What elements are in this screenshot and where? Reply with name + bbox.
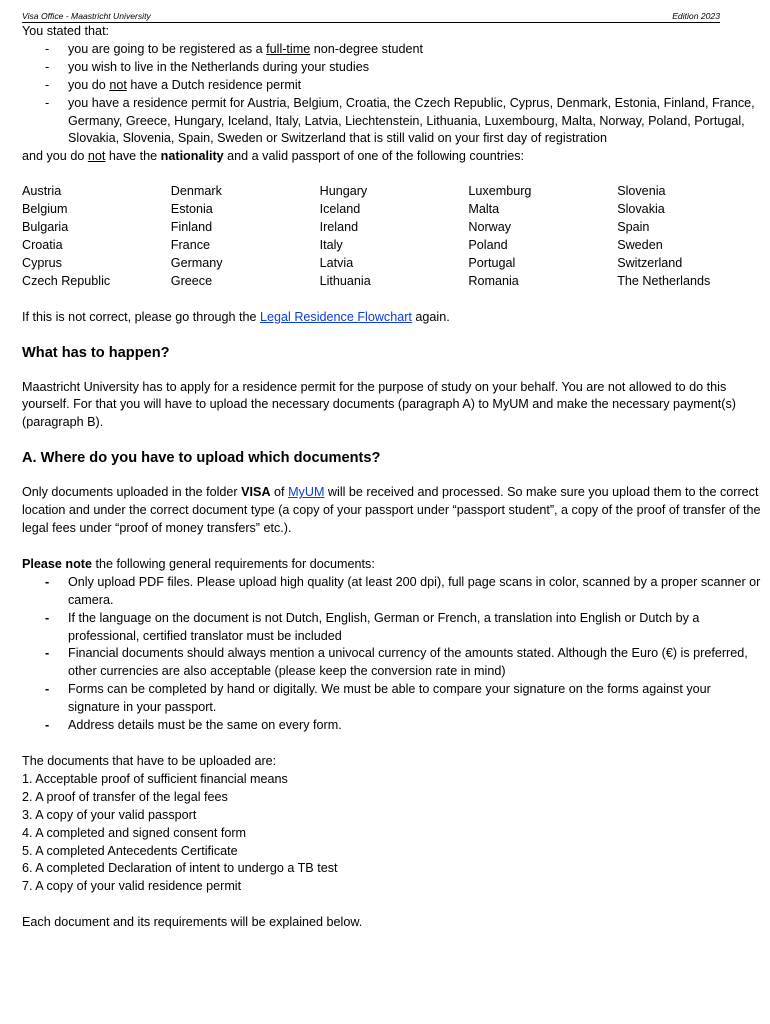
country-name: Slovakia (617, 202, 665, 217)
documents-list (22, 771, 766, 896)
dash-bullet: - (45, 41, 50, 56)
document-item: 4. A completed and signed consent form (22, 825, 247, 840)
country-column (468, 183, 617, 290)
requirement-item: - Forms can be completed by hand or digitally. We must be able to compare your signature on the forms against your signature in your passport. (45, 682, 711, 715)
country-name: Croatia (22, 237, 63, 252)
country-name: Belgium (22, 202, 68, 217)
requirement-item: - Address details must be the same on every form. (22, 717, 766, 735)
country-name: Iceland (319, 202, 361, 217)
document-item: 5. A completed Antecedents Certificate (22, 843, 238, 858)
closing-note: Each document and its requirements will be explained below. (22, 915, 363, 930)
requirements-list (22, 574, 766, 735)
nationality-statement: and you do not have the nationality and a valid passport of one of the following countries: (22, 149, 524, 164)
dash-bullet: - (45, 682, 50, 697)
document-item: 1. Acceptable proof of sufficient financial means (22, 771, 288, 786)
country-name: Germany (170, 255, 223, 270)
country-name: Czech Republic (22, 273, 111, 288)
country-name: Bulgaria (22, 220, 69, 235)
country-name: Spain (617, 220, 650, 235)
header-left: Visa Office - Maastricht University (22, 11, 151, 21)
dash-bullet: - (45, 646, 50, 661)
country-name: Finland (170, 220, 213, 235)
requirements-lead: Please note the following general requirements for documents: (22, 556, 375, 571)
country-name: Malta (468, 202, 500, 217)
section-heading-upload-documents: A. Where do you have to upload which documents? (22, 450, 381, 467)
country-name: France (170, 237, 210, 252)
dash-bullet: - (45, 718, 50, 733)
country-column (171, 183, 320, 290)
intro-lead: You stated that: (22, 24, 110, 38)
country-name: Ireland (319, 220, 359, 235)
dash-bullet: - (45, 77, 50, 92)
myum-link[interactable]: MyUM (288, 485, 325, 500)
section-what-happens-text: Maastricht University has to apply for a residence permit for the purpose of study on your behalf. You are not allowed to do this yourself. For that you will have to upload the necessary documents (paragraph A) to MyUM and make the necessary payment(s) (paragraph B). (22, 379, 736, 430)
document-item: 3. A copy of your valid passport (22, 807, 197, 822)
country-column (320, 183, 469, 290)
country-name: Latvia (319, 255, 354, 270)
requirement-item: - If the language on the document is not Dutch, English, German or French, a translation into English or Dutch by a professional, certified translator must be included (45, 610, 700, 643)
document-body (22, 23, 766, 932)
running-header (22, 8, 720, 23)
country-name: Romania (468, 273, 519, 288)
legal-residence-flowchart-link[interactable]: Legal Residence Flowchart (260, 309, 412, 324)
country-name: Greece (170, 273, 213, 288)
intro-list (22, 41, 766, 148)
correction-note: If this is not correct, please go through the Legal Residence Flowchart again. (22, 309, 450, 324)
upload-instructions: Only documents uploaded in the folder VISA of MyUM will be received and processed. So make sure you upload them to the correct location and under the correct document type (a copy of your passport under “passport student”, a copy of the proof of transfer of the legal fees under “proof of money transfers” etc.). (22, 485, 761, 536)
intro-item: - you wish to live in the Netherlands during your studies (22, 59, 766, 77)
country-name: Poland (468, 237, 508, 252)
requirement-item: - Only upload PDF files. Please upload high quality (at least 200 dpi), full page scans in color, scanned by a proper scanner or camera. (45, 574, 761, 607)
intro-item: - you have a residence permit for Austria, Belgium, Croatia, the Czech Republic, Cyprus, Denmark, Estonia, Finland, France, Germany, Greece, Hungary, Iceland, Italy, Latvia, Liechtenstein, Lithuania, Luxembourg, Malta, Norway, Poland, Portugal, Slovakia, Slovenia, Spain, Sweden or Switzerland that is still valid on your first day of registration (45, 95, 755, 146)
dash-bullet: - (45, 574, 50, 589)
country-table (22, 183, 766, 290)
intro-item: - you are going to be registered as a full-time non-degree student (22, 41, 766, 59)
country-name: Austria (22, 184, 62, 199)
country-name: Italy (319, 237, 343, 252)
country-name: Luxemburg (468, 184, 532, 199)
section-heading-what-happens: What has to happen? (22, 344, 170, 361)
header-edition: Edition 2023 (672, 11, 720, 21)
country-column (22, 183, 171, 290)
intro-item: - you do not have a Dutch residence permit (22, 77, 766, 95)
dash-bullet: - (45, 95, 50, 110)
country-name: Switzerland (617, 255, 683, 270)
country-name: Slovenia (617, 184, 666, 199)
country-name: The Netherlands (617, 273, 711, 288)
country-column (617, 183, 766, 290)
dash-bullet: - (45, 610, 50, 625)
requirement-item: - Financial documents should always mention a univocal currency of the amounts stated. Although the Euro (€) is preferred, other currencies are also acceptable (please keep the conversion rate in mind) (45, 646, 748, 679)
document-item: 7. A copy of your valid residence permit (22, 879, 242, 894)
document-item: 6. A completed Declaration of intent to undergo a TB test (22, 861, 338, 876)
dash-bullet: - (45, 59, 50, 74)
document-item: 2. A proof of transfer of the legal fees (22, 789, 228, 804)
country-name: Cyprus (22, 255, 62, 270)
country-name: Portugal (468, 255, 516, 270)
documents-lead: The documents that have to be uploaded are: (22, 754, 277, 768)
country-name: Denmark (170, 184, 222, 199)
country-name: Lithuania (319, 273, 371, 288)
country-name: Sweden (617, 237, 663, 252)
country-name: Hungary (319, 184, 368, 199)
country-name: Estonia (170, 202, 213, 217)
country-name: Norway (468, 220, 512, 235)
